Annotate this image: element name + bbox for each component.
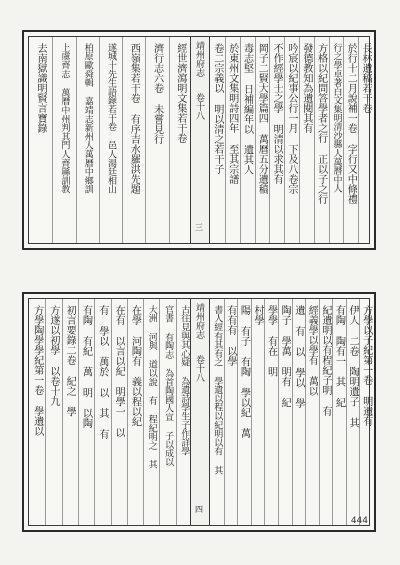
column-rule	[78, 299, 79, 525]
top-spine-header: 靖州府志	[194, 41, 204, 77]
column-rule	[225, 37, 226, 243]
text-column: 陶子 學萬 明有 紀	[279, 305, 291, 408]
text-column: 遺 有 以 學以 學	[292, 305, 304, 409]
top-page-frame	[28, 36, 370, 244]
text-column: 毒志堅 日補編年以 遺其人	[241, 43, 253, 175]
text-column: 遂城十先生語錄若干卷 邑人湯廷相山	[106, 43, 116, 194]
column-rule	[278, 299, 279, 525]
bottom-spine-volume: 卷十八	[194, 355, 204, 382]
text-column: 經世濟瀉明文集若干卷	[174, 43, 186, 143]
column-rule	[52, 37, 53, 243]
text-column: 不作經學士之學 明清以求其有	[271, 43, 283, 184]
bottom-page-frame	[28, 298, 370, 526]
top-spine-page-number: 三	[195, 223, 203, 232]
column-rule	[62, 299, 63, 525]
text-column: 於行十二月說補一卷 字行又中條禮	[345, 43, 357, 204]
column-rule	[169, 37, 170, 243]
text-column: 於東州文集明詩四年 至其宗譜	[226, 43, 238, 184]
column-rule	[314, 37, 315, 243]
column-rule	[224, 299, 225, 525]
column-rule	[143, 299, 144, 525]
text-column: 有陶 有紀 萬 明 以陶	[80, 305, 92, 429]
text-column: 柏原歐舜輯 嘉靖志新州人萬曆中鄉訓	[82, 43, 93, 194]
top-spine-volume: 卷十八	[194, 93, 204, 120]
text-column: 岡子二賢大學篇四 萬曆五分遺稿	[256, 43, 268, 194]
text-column: 紀遺明以有程紀子明 有	[320, 305, 331, 416]
text-column: 長林遺稿若干卷	[360, 43, 372, 113]
column-rule	[240, 37, 241, 243]
column-rule	[176, 299, 177, 525]
text-column: 初言要錄二卷 紀之 學	[64, 305, 76, 417]
column-rule	[122, 37, 123, 243]
text-column: 在有 以言以紀 明學一 以	[113, 305, 125, 438]
text-column: 方格以紀問答學者之行 正以子之行	[315, 43, 327, 204]
column-rule	[94, 299, 95, 525]
column-rule	[145, 37, 146, 243]
bottom-spine	[190, 299, 210, 525]
column-rule	[251, 299, 252, 525]
column-rule	[264, 299, 265, 525]
column-rule	[127, 299, 128, 525]
column-rule	[255, 37, 256, 243]
column-rule	[76, 37, 77, 243]
column-rule	[332, 299, 333, 525]
column-rule	[237, 299, 238, 525]
column-rule	[284, 37, 285, 243]
column-rule	[319, 299, 320, 525]
column-rule	[159, 299, 160, 525]
text-column: 方學陶學學紀第一卷 學遺以	[31, 305, 43, 436]
text-column: 西嶺集若干卷 有序吉水羅洪先題	[128, 43, 140, 194]
column-rule	[111, 299, 112, 525]
top-page	[22, 30, 376, 250]
column-rule	[343, 37, 344, 243]
text-column: 去南獄識明賢言寶錄	[35, 43, 47, 133]
bottom-spine-header: 靖州府志	[194, 303, 204, 339]
text-column: 有有有 以學	[224, 305, 236, 366]
bottom-spine-page-number: 四	[195, 505, 203, 514]
text-column: 卷二宗義以 明以清之若干子	[211, 43, 223, 174]
text-column: 方學以子紀第一卷 明遺有	[360, 305, 372, 426]
text-column: 濟行志六卷 未嘗見行	[151, 43, 163, 144]
text-column: 上虞齊志 萬曆中州判其門人齊縣訓教	[59, 43, 70, 194]
column-rule	[269, 37, 270, 243]
text-column: 在學 河陶有 義以程以紀	[129, 305, 141, 427]
column-rule	[305, 299, 306, 525]
text-column: 行之學卓著白文集明清沙縣人萬曆中人	[331, 43, 342, 193]
text-column: 書人經有其有之 學遺以程以紀明以有 其	[212, 305, 223, 475]
text-column: 有 學以 萬於 以 其 有	[96, 305, 108, 440]
text-column: 發德教知為遺閱其有	[300, 43, 312, 133]
column-rule	[358, 37, 359, 243]
text-column: 學學 有在 明	[265, 305, 277, 377]
text-column: 古往見與其心疑 為遺詩學生子作詳學	[179, 305, 190, 456]
column-rule	[299, 37, 300, 243]
text-column: 經義學以學有 萬以	[306, 305, 318, 396]
text-column: 官書 有陶志 為首陶國人宣 子以成以	[163, 305, 174, 467]
top-spine	[190, 37, 210, 243]
page-corner-number: 444	[350, 516, 368, 526]
column-rule	[329, 37, 330, 243]
text-column: 方遂以初學 以卷十九	[47, 305, 59, 406]
text-column: 伊人 二卷 陶明遺子 其	[347, 305, 359, 428]
bottom-page	[22, 292, 376, 532]
text-column: 有陶 陶有一 其 紀	[333, 305, 345, 408]
text-column: 大洲 河與 道以說 有 程紀明之 其	[146, 305, 157, 469]
column-rule	[292, 299, 293, 525]
column-rule	[45, 299, 46, 525]
text-column: 村學	[252, 305, 263, 325]
text-column: 陽 有子 有陶 學以紀 萬	[238, 305, 250, 439]
text-column: 吟宸以紀事公行一月 下及八卷宗	[286, 43, 297, 194]
column-rule	[346, 299, 347, 525]
column-rule	[359, 299, 360, 525]
column-rule	[99, 37, 100, 243]
